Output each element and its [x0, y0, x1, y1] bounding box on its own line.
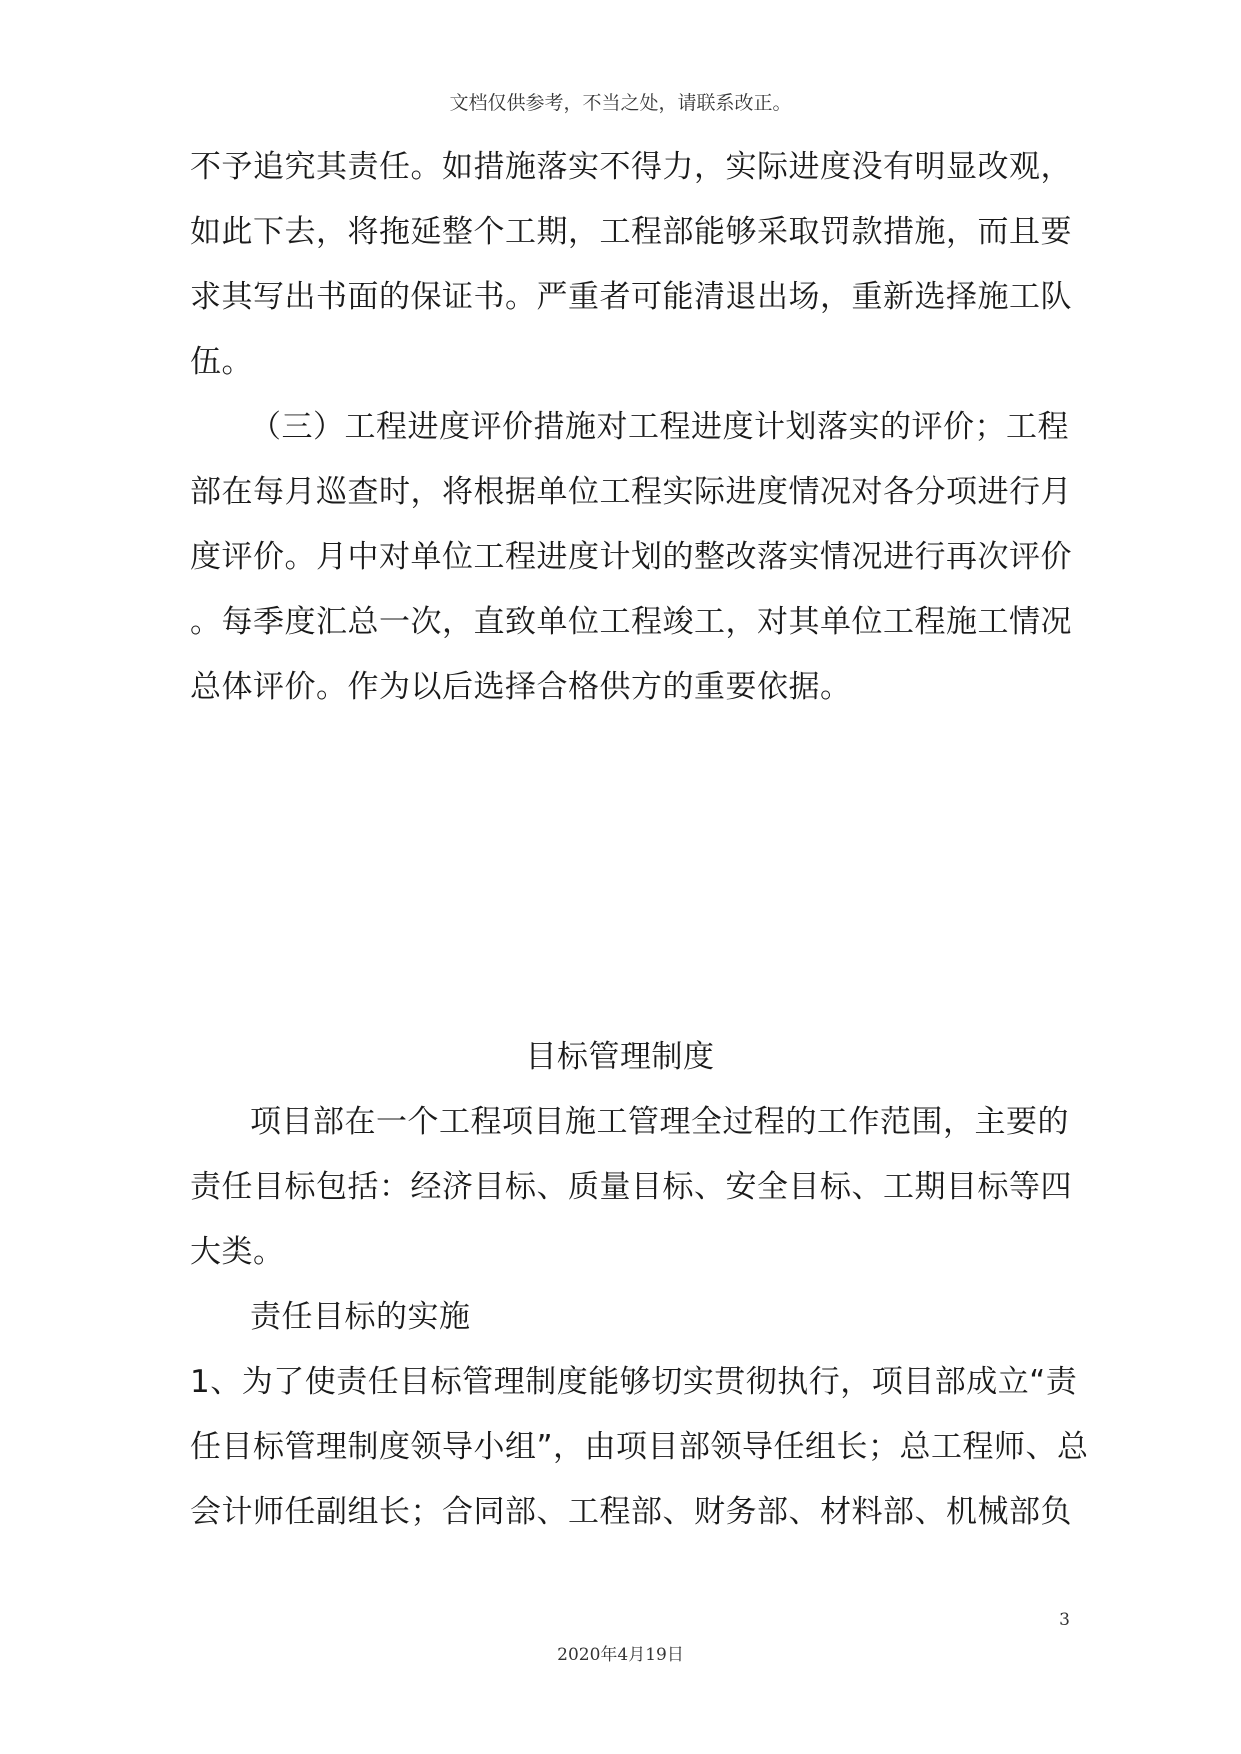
paragraph-block-progress: [190, 135, 1072, 720]
subheading: 责任目标的实施: [250, 1299, 471, 1335]
text-line: 总体评价。作为以后选择合格供方的重要依据。: [190, 669, 852, 705]
page-number: 3: [1059, 1610, 1070, 1630]
text-line: 如此下去，将拖延整个工期，工程部能够采取罚款措施，而且要: [190, 214, 1072, 250]
text-line: 责任目标包括：经济目标、质量目标、安全目标、工期目标等四: [190, 1169, 1072, 1205]
footer-date: 2020年4月19日: [557, 1645, 684, 1665]
text-line: （三）工程进度评价措施对工程进度计划落实的评价；工程: [250, 409, 1069, 445]
header-note: 文档仅供参考，不当之处，请联系改正。: [449, 92, 792, 114]
text-line: 1、为了使责任目标管理制度能够切实贯彻执行，项目部成立“责: [190, 1364, 1078, 1400]
text-line: 任目标管理制度领导小组”，由项目部领导任组长；总工程师、总: [190, 1429, 1089, 1465]
text-line: 。每季度汇总一次，直致单位工程竣工，对其单位工程施工情况: [190, 604, 1072, 640]
section-target-management: [190, 1025, 1089, 1545]
text-line: 大类。: [190, 1234, 285, 1270]
text-line: 不予追究其责任。如措施落实不得力，实际进度没有明显改观，: [190, 149, 1072, 185]
text-line: 伍。: [190, 344, 253, 380]
text-line: 求其写出书面的保证书。严重者可能清退出场，重新选择施工队: [190, 279, 1072, 315]
section-title: 目标管理制度: [525, 1039, 715, 1075]
text-line: 度评价。月中对单位工程进度计划的整改落实情况进行再次评价: [190, 539, 1072, 575]
text-line: 部在每月巡查时，将根据单位工程实际进度情况对各分项进行月: [190, 474, 1072, 510]
text-line: 项目部在一个工程项目施工管理全过程的工作范围，主要的: [250, 1104, 1069, 1140]
text-line: 会计师任副组长；合同部、工程部、财务部、材料部、机械部负: [190, 1494, 1072, 1530]
